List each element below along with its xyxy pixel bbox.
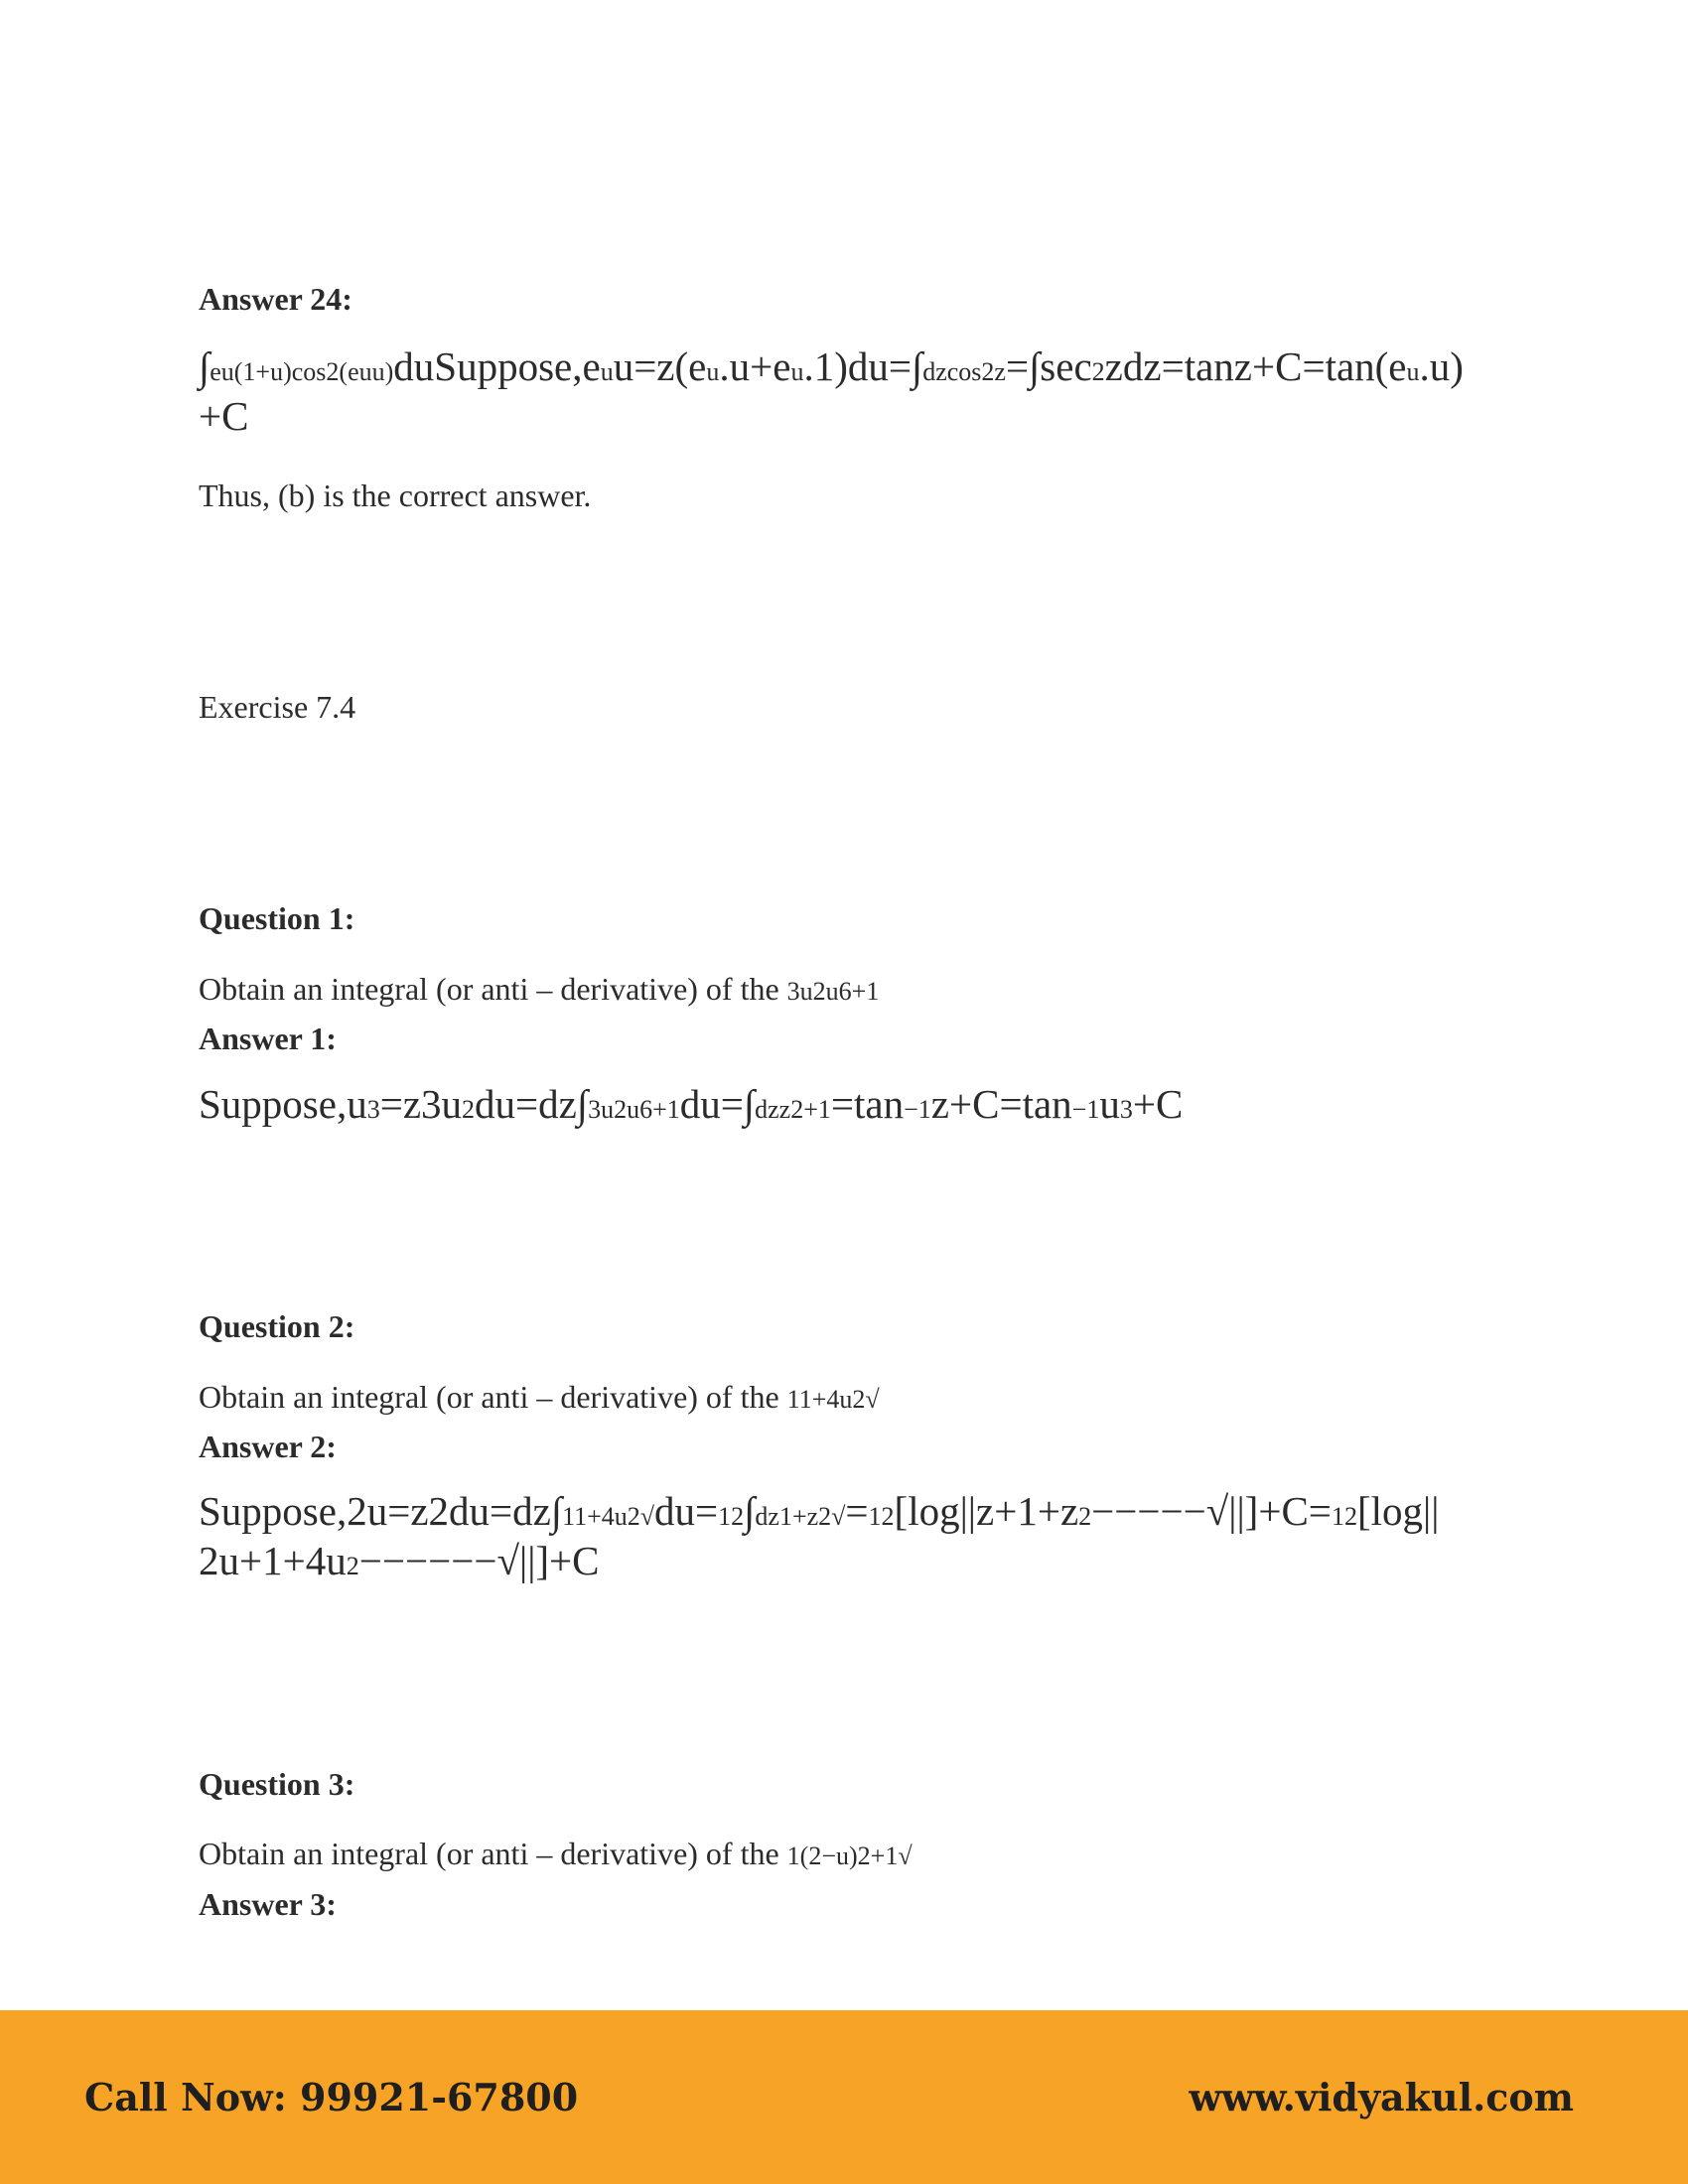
question-3-expression: 1(2−u)2+1√	[786, 1842, 913, 1870]
question-2-prompt: Obtain an integral (or anti – derivative) of the 11+4u2√	[199, 1379, 880, 1415]
question-1-prompt: Obtain an integral (or anti – derivative) of the 3u2u6+1	[199, 971, 880, 1007]
answer-3-heading: Answer 3:	[199, 1886, 337, 1922]
answer-24-conclusion: Thus, (b) is the correct answer.	[199, 478, 592, 513]
question-2-expression: 11+4u2√	[786, 1385, 880, 1414]
answer-24-equation-line1: ∫eu(1+u)cos2(euu)duSuppose,euu=z(eu.u+eu.1)du=∫dzcos2z=∫sec2zdz=tanz+C=tan(eu.u)	[199, 343, 1464, 389]
footer-banner	[0, 2010, 1688, 2184]
call-now-phone: Call Now: 99921-67800	[84, 2075, 579, 2119]
answer-1-heading: Answer 1:	[199, 1021, 337, 1056]
answer-24-equation-line2: +C	[199, 393, 249, 439]
website-link[interactable]: www.vidyakul.com	[1189, 2075, 1574, 2119]
answer-2-equation-line1: Suppose,2u=z2du=dz∫11+4u2√du=12∫dz1+z2√=12[log||z+1+z2−−−−−√||]+C=12[log||	[199, 1488, 1440, 1534]
answer-2-equation-line2: 2u+1+4u2−−−−−−√||]+C	[199, 1538, 600, 1583]
answer-2-heading: Answer 2:	[199, 1429, 337, 1464]
question-1-heading: Question 1:	[199, 900, 355, 936]
exercise-title: Exercise 7.4	[199, 689, 356, 725]
question-2-heading: Question 2:	[199, 1308, 355, 1344]
answer-24-heading: Answer 24:	[199, 281, 352, 317]
question-1-expression: 3u2u6+1	[786, 977, 880, 1006]
integral-sign: ∫	[199, 343, 211, 389]
question-3-heading: Question 3:	[199, 1766, 355, 1802]
answer-1-equation: Suppose,u3=z3u2du=dz∫3u2u6+1du=∫dzz2+1=tan−1z+C=tan−1u3+C	[199, 1081, 1184, 1127]
question-3-prompt: Obtain an integral (or anti – derivative) of the 1(2−u)2+1√	[199, 1836, 913, 1871]
